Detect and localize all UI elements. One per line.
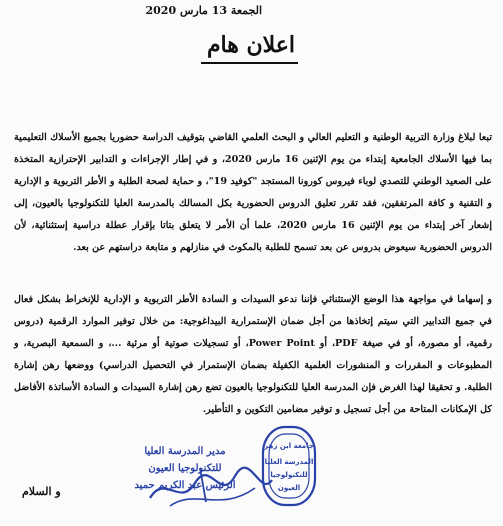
document-date: الجمعة 13 مارس 2020 bbox=[145, 4, 262, 17]
announcement-paragraph-1: تبعا لبلاغ وزارة التربية الوطنية و التعليم العالي و البحث العلمي القاضي بتوقيف الدراسة حضوريا بجميع الأسلاك التعليمية بما فيها الأسلاك الجامعية إبتداء من يوم الإثنين 16 مارس 2020، و في إطار الإجراءات و التدابير الإحترازية المتخذة على الصعيد الوطني للتصدي لوباء فيروس كورونا المستجد "كوفيد 19"، و حماية لصحة الطلبة و الأطر التربوية و الإدارية و التقنية و كافة المرتفقين، فقد تقرر تعليق الدروس الحضورية بكل المسالك بالمدرسة العليا للتكنولوجيا بالعيون، إلى إشعار آخر إبتداء من يوم الإثنين 16 مارس 2020، علما أن الأمر لا يتعلق بتاتا بإقرار عطلة دراسية إستثنائية، لأن الدروس الحضورية سيعوض بدروس عن بعد تسمح للطلبة بالمكوث في منازلهم و متابعة دراستهم عن بعد. bbox=[14, 132, 492, 253]
director-signature bbox=[140, 458, 280, 518]
closing-text: و السلام bbox=[22, 485, 61, 498]
title-underline bbox=[201, 62, 298, 64]
seal-line-1: جامعة ابن زهر bbox=[264, 442, 314, 450]
stamp-line-institution: للتكنولوجيا العيون bbox=[148, 463, 222, 474]
seal-line-3: للتكنولوجيا bbox=[270, 471, 308, 479]
announcement-paragraph-2: و إسهاما في مواجهة هذا الوضع الإستثنائي فإننا ندعو السيدات و السادة الأطر التربوية و الإدارية للإنخراط بشكل فعال في جميع التدابير التي سيتم إتخاذها من أجل ضمان الإستمرارية البيداغوجية: من خلال توفير الموارد الرقمية (دروس رقمية، أو مصورة، أو في صيغة PDF، أو Power Point، أو تسجيلات صوتية أو مرئية ...، و السمعية البصرية، و المطبوعات و المقررات و المنشورات العلمية الكفيلة بضمان الإستمرار في التحصيل الدراسي) ووضعها رهن إشارة الطلبة. و تحقيقا لهذا الغرض فإن المدرسة العليا للتكنولوجيا بالعيون تضع رهن إشارة السيدات و السادة الأساتذة الأفاضل كل الإمكانات المتاحة من أجل تسجيل و توفير مضامين التكوين و التأطير. bbox=[14, 294, 492, 415]
seal-line-4: العيون bbox=[277, 484, 301, 492]
official-seal bbox=[260, 424, 318, 508]
document-title: اعلان هام bbox=[206, 32, 296, 58]
seal-line-2: المدرسة العليا bbox=[264, 458, 314, 466]
stamp-line-name: الرئيس عبد الكريم حميد bbox=[134, 480, 236, 491]
stamp-line-title: مدير المدرسة العليا bbox=[144, 446, 226, 457]
